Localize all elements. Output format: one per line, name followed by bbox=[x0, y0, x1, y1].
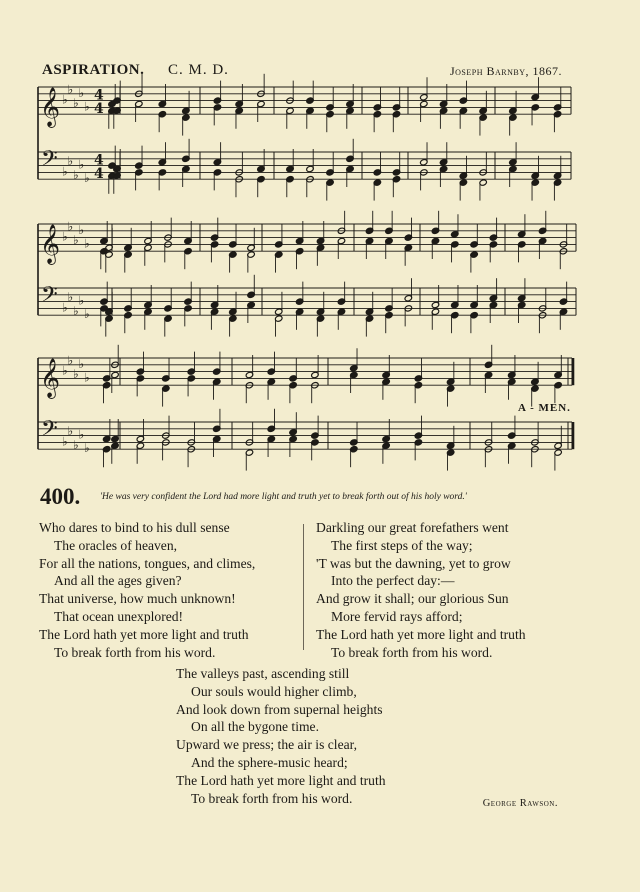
flat-sign-icon: ♭ bbox=[84, 441, 90, 456]
composer-credit: Joseph Barnby, 1867. bbox=[449, 64, 562, 78]
flat-sign-icon: ♭ bbox=[78, 356, 85, 371]
verse-line: The valleys past, ascending still bbox=[176, 666, 350, 681]
verse-line: The Lord hath yet more light and truth bbox=[316, 626, 526, 642]
flat-sign-icon: ♭ bbox=[67, 290, 74, 305]
amen-label: A - MEN. bbox=[518, 402, 571, 414]
flat-sign-icon: ♭ bbox=[84, 99, 90, 114]
verse-line: 'T was but the dawning, yet to grow bbox=[316, 555, 511, 571]
treble-clef-icon: 𝄞 bbox=[40, 358, 61, 399]
flat-sign-icon: ♭ bbox=[73, 96, 79, 110]
verse-line: That ocean unexplored! bbox=[54, 608, 184, 624]
verse-line: The Lord hath yet more light and truth bbox=[176, 772, 386, 788]
flat-sign-icon: ♭ bbox=[73, 303, 79, 318]
verse-line: To break forth from his word. bbox=[331, 644, 493, 660]
hymn-number: 400. bbox=[40, 484, 81, 509]
flat-sign-icon: ♭ bbox=[62, 363, 68, 378]
time-signature-denominator: 4 bbox=[94, 166, 104, 183]
tune-name: ASPIRATION. bbox=[42, 62, 145, 78]
verse-line: To break forth from his word. bbox=[191, 790, 353, 806]
time-signature-numerator: 4 bbox=[94, 152, 104, 169]
flat-sign-icon: ♭ bbox=[78, 427, 85, 442]
flat-sign-icon: ♭ bbox=[73, 167, 79, 182]
flat-sign-icon: ♭ bbox=[84, 307, 90, 322]
verse-line: Darkling our great forefathers went bbox=[316, 520, 509, 535]
verse-line: And the sphere-music heard; bbox=[191, 754, 348, 770]
hymn-epigraph: 'He was very confident the Lord had more light and truth yet to break forth out of his holy word.' bbox=[100, 492, 467, 502]
verse-line: Who dares to bind to his dull sense bbox=[39, 520, 230, 535]
flat-sign-icon: ♭ bbox=[67, 154, 74, 169]
author-credit: George Rawson. bbox=[482, 798, 558, 809]
flat-sign-icon: ♭ bbox=[78, 293, 85, 308]
flat-sign-icon: ♭ bbox=[84, 370, 90, 385]
verse-line: Into the perfect day:— bbox=[331, 573, 455, 589]
verse-line: For all the nations, tongues, and climes, bbox=[39, 555, 256, 571]
flat-sign-icon: ♭ bbox=[62, 434, 68, 449]
flat-sign-icon: ♭ bbox=[73, 233, 79, 247]
flat-sign-icon: ♭ bbox=[84, 171, 90, 186]
flat-sign-icon: ♭ bbox=[62, 229, 68, 244]
verse-line: On all the bygone time. bbox=[191, 719, 319, 735]
verse-line: That universe, how much unknown! bbox=[39, 591, 236, 607]
verse-line: The first steps of the way; bbox=[331, 537, 473, 553]
verse-3 bbox=[176, 665, 386, 807]
verse-line: And grow it shall; our glorious Sun bbox=[316, 591, 509, 607]
bass-clef-icon: 𝄢 bbox=[41, 282, 58, 313]
verse-line: And all the ages given? bbox=[54, 573, 182, 589]
verse-line: Upward we press; the air is clear, bbox=[176, 737, 358, 753]
flat-sign-icon: ♭ bbox=[67, 219, 74, 234]
flat-sign-icon: ♭ bbox=[62, 92, 68, 107]
flat-sign-icon: ♭ bbox=[78, 157, 85, 172]
treble-clef-icon: 𝄞 bbox=[40, 224, 61, 265]
verse-divider bbox=[303, 524, 304, 650]
flat-sign-icon: ♭ bbox=[67, 424, 74, 439]
flat-sign-icon: ♭ bbox=[67, 82, 74, 97]
time-signature-denominator: 4 bbox=[94, 101, 104, 118]
flat-sign-icon: ♭ bbox=[73, 367, 79, 381]
tune-meter: C. M. D. bbox=[168, 62, 229, 78]
flat-sign-icon: ♭ bbox=[78, 222, 85, 237]
bass-clef-icon: 𝄢 bbox=[41, 416, 58, 447]
verse-line: More fervid rays afford; bbox=[331, 608, 463, 624]
verse-line: And look down from supernal heights bbox=[176, 701, 383, 717]
flat-sign-icon: ♭ bbox=[67, 353, 74, 368]
verse-line: To break forth from his word. bbox=[54, 644, 216, 660]
time-signature-numerator: 4 bbox=[94, 87, 104, 104]
bass-clef-icon: 𝄢 bbox=[41, 146, 58, 177]
verse-line: The Lord hath yet more light and truth bbox=[39, 626, 249, 642]
verse-1 bbox=[39, 519, 255, 661]
flat-sign-icon: ♭ bbox=[62, 300, 68, 315]
flat-sign-icon: ♭ bbox=[73, 437, 79, 452]
verse-2 bbox=[316, 519, 526, 661]
verse-line: The oracles of heaven, bbox=[54, 537, 178, 553]
flat-sign-icon: ♭ bbox=[62, 164, 68, 179]
flat-sign-icon: ♭ bbox=[78, 85, 85, 100]
verse-line: Our souls would higher climb, bbox=[191, 683, 357, 699]
treble-clef-icon: 𝄞 bbox=[40, 87, 61, 128]
flat-sign-icon: ♭ bbox=[84, 236, 90, 251]
